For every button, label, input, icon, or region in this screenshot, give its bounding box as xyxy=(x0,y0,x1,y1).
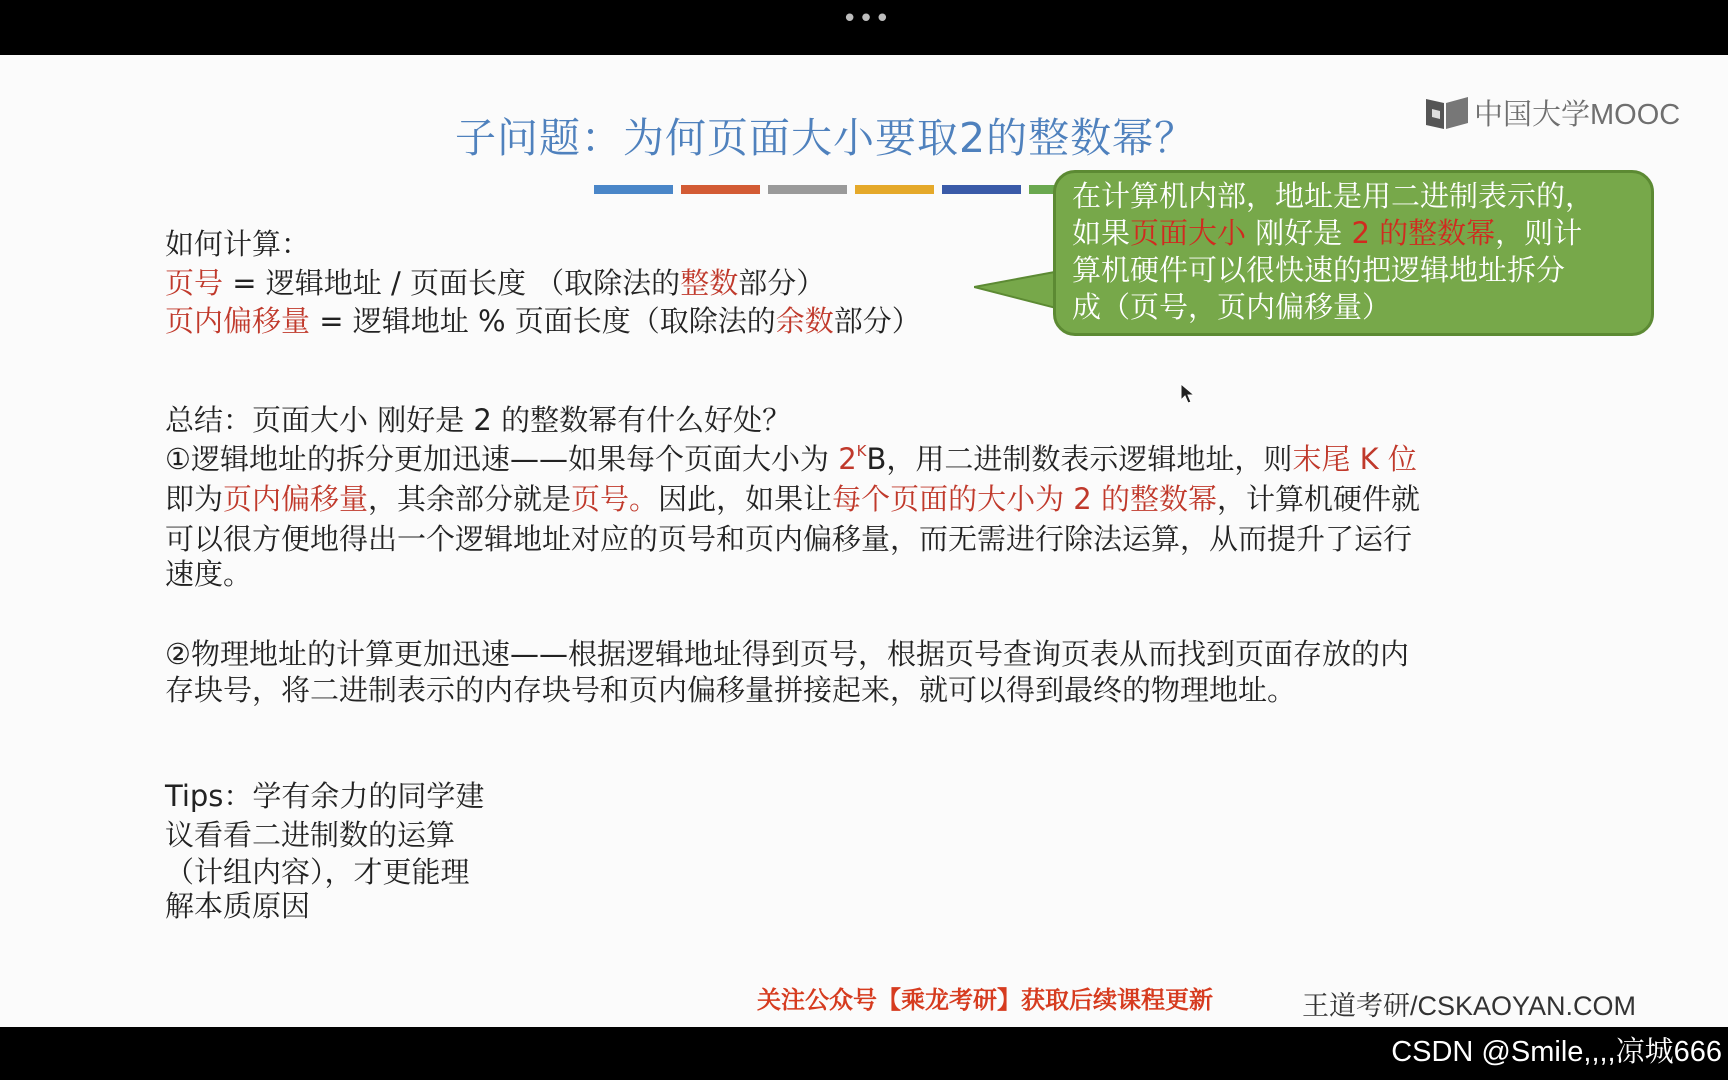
lecture-slide xyxy=(0,55,1728,1027)
summary-p1-line: 速度。 xyxy=(165,557,253,591)
callout-text-part: ，则计 xyxy=(1495,216,1583,250)
callout-line: 在计算机内部，地址是用二进制表示的， xyxy=(1072,179,1595,213)
callout-line: 成（页号，页内偏移量） xyxy=(1072,290,1392,324)
formula-text: = 逻辑地址 % 页面长度（取除法的 xyxy=(310,304,776,338)
mooc-logo-text: 中国大学MOOC xyxy=(1474,98,1681,131)
footer-follow-text: 关注公众号【乘龙考研】获取后续课程更新 xyxy=(757,986,1213,1014)
mooc-logo xyxy=(1424,92,1680,132)
highlight-power xyxy=(838,442,866,476)
summary-text: ，用二进制数表示逻辑地址，则 xyxy=(886,442,1293,476)
formula-text: = 逻辑地址 / 页面长度 （取除法的 xyxy=(223,266,681,300)
tips-line: 议看看二进制数的运算 xyxy=(165,818,456,852)
summary-text: ，其余部分就是 xyxy=(368,482,572,516)
summary-text: ，计算机硬件就 xyxy=(1216,482,1420,516)
callout-highlight: 2 的整数幂 xyxy=(1351,216,1496,250)
calc-line-page-offset xyxy=(165,301,921,341)
title-color-bar xyxy=(594,185,1108,194)
highlight-power-of-two: 每个页面的大小为 2 的整数幂 xyxy=(832,482,1217,516)
highlight-remainder: 余数 xyxy=(775,304,834,338)
highlight-integer: 整数 xyxy=(680,266,739,300)
calc-line-page-number xyxy=(165,263,825,303)
callout-text-part: 如果 xyxy=(1072,216,1131,250)
summary-p1-line xyxy=(165,479,1420,519)
calc-heading: 如何计算： xyxy=(165,227,311,261)
power-exponent: K xyxy=(856,442,867,460)
summary-text: ①逻辑地址的拆分更加迅速——如果每个页面大小为 xyxy=(165,442,839,476)
summary-p2-line: ②物理地址的计算更加迅速——根据逻辑地址得到页号，根据页号查询页表从而找到页面存放的内 xyxy=(165,637,1409,671)
callout-line xyxy=(1072,215,1594,252)
term-page-offset: 页内偏移量 xyxy=(165,304,311,338)
tips-line: （计组内容），才更能理 xyxy=(165,855,470,889)
slide-title: 子问题：为何页面大小要取2的整数幂？ xyxy=(455,114,1197,162)
color-bar-segment xyxy=(594,185,673,194)
tips-line: Tips：学有余力的同学建 xyxy=(165,779,485,813)
tips-line: 解本质原因 xyxy=(165,889,311,923)
color-bar-segment xyxy=(942,185,1021,194)
summary-p1-line: 可以很方便地得出一个逻辑地址对应的页号和页内偏移量，而无需进行除法运算，从而提升了运行 xyxy=(165,522,1413,556)
csdn-watermark: CSDN @Smile,,,,凉城666 xyxy=(1391,1036,1722,1068)
highlight-offset: 页内偏移量 xyxy=(223,482,369,516)
callout-highlight: 页面大小 xyxy=(1130,216,1247,250)
callout-tail xyxy=(974,271,1060,311)
term-page-number: 页号 xyxy=(165,266,224,300)
more-options-icon[interactable]: ••• xyxy=(842,4,892,34)
summary-p2-line: 存块号，将二进制表示的内存块号和页内偏移量拼接起来，就可以得到最终的物理地址。 xyxy=(165,673,1297,707)
summary-heading: 总结：页面大小 刚好是 2 的整数幂有什么好处？ xyxy=(165,403,792,437)
color-bar-segment xyxy=(768,185,847,194)
highlight-page-number: 页号。 xyxy=(571,482,659,516)
footer-site-text: 王道考研/CSKAOYAN.COM xyxy=(1302,991,1637,1021)
highlight-last-k-bits: 末尾 K 位 xyxy=(1292,442,1417,476)
color-bar-segment xyxy=(855,185,934,194)
formula-suffix: 部分） xyxy=(833,304,921,338)
summary-text: B xyxy=(866,442,887,476)
formula-suffix: 部分） xyxy=(738,266,826,300)
mouse-cursor-icon xyxy=(1180,383,1196,405)
color-bar-segment xyxy=(681,185,760,194)
summary-text: 即为 xyxy=(165,482,224,516)
summary-text: 因此，如果让 xyxy=(658,482,833,516)
callout-text xyxy=(1072,178,1594,326)
callout-line: 算机硬件可以很快速的把逻辑地址拆分 xyxy=(1072,253,1566,287)
mooc-book-icon xyxy=(1424,93,1470,131)
summary-p1-line xyxy=(165,439,1417,479)
callout-text-part: 刚好是 xyxy=(1246,216,1352,250)
video-top-bar xyxy=(0,0,1728,55)
power-base: 2 xyxy=(838,442,857,476)
